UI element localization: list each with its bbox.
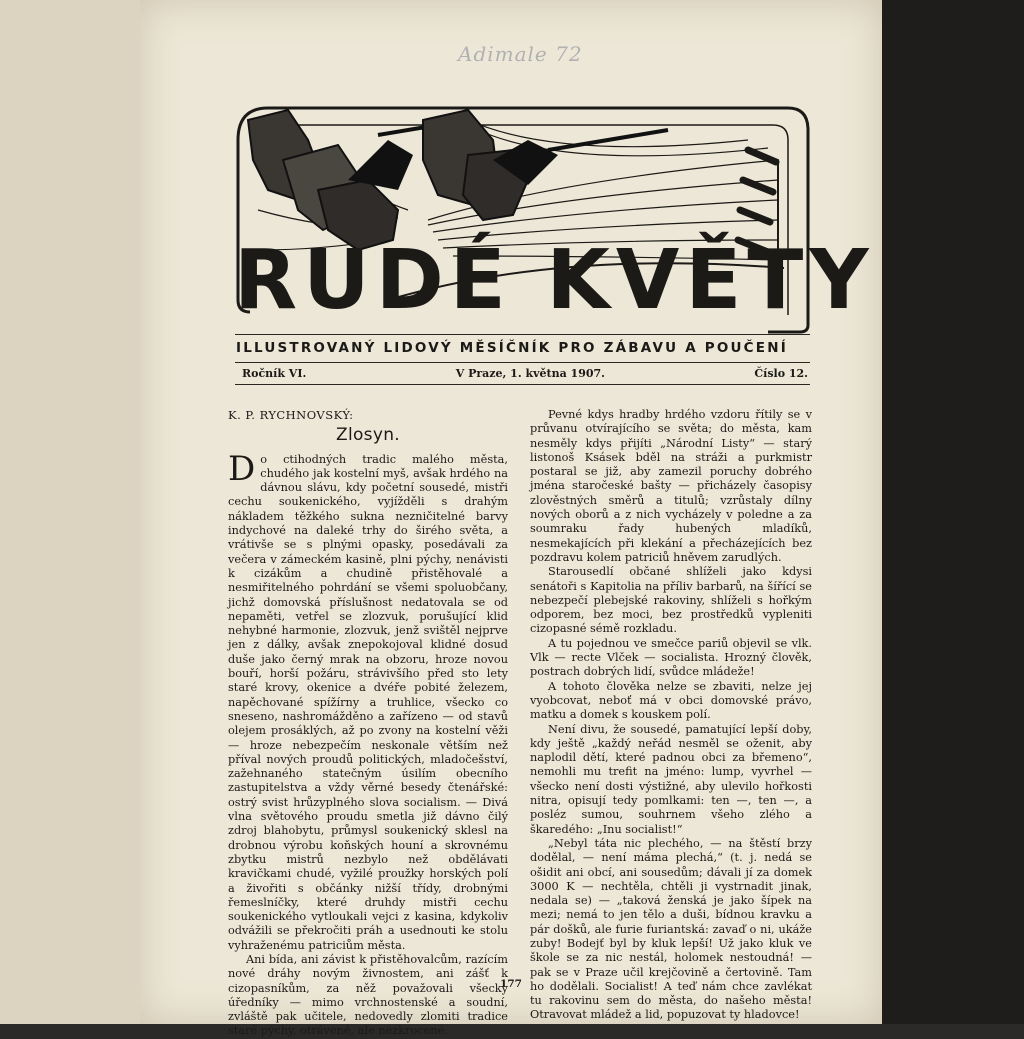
article-paragraph: Starousedlí občané shlíželi jako kdysi senátoři s Kapitolia na příliv barbarů, na šířící se nebezpečí plebejské rakoviny, shlíželi s hořkým odporem, bez moci, bez prostředků vypleniti cizopasné sémě rozkladu. [530, 565, 812, 636]
article-paragraph: Není divu, že sousedé, pamatující lepší doby, kdy ještě „každý neřád nesměl se oženit, aby naplodil dětí, které padnou obci za břemeno“, nemohli mu trefit na jméno: lump, vyvrhel — všecko není dosti výstižné, aby ulevilo hořkosti nitra, opisují tedy pomlkami: ten —, ten —, a posléz sumou, souhrnem všeho zlého a škaredého: „Inu socialist!“ [530, 722, 812, 836]
issue-info-row [242, 367, 808, 380]
magazine-title: RUDÉ KVĚTY [234, 233, 875, 328]
article-paragraph: Do ctihodných tradic malého města, chudého jak kostelní myš, avšak hrdého na dávnou slávu, kdy početní sousedé, mistři cechu soukenického, vyjížděli s drahým nákladem těžkého sukna nezničitelné barvy indychové na daleké trhy do širého světa, a vrátivše se s plnými opasky, posedávali za večera v zámeckém kasině, plni pýchy, nenávisti k cizákům a chudině přistěhovalé a nesmiřitelného pohrdání se všemi spoluobčany, jichž domovská příslušnost nedatovala se od nepaměti, vetřel se zlozvuk, porušující klid nehybné harmonie, zlozvuk, jenž svištěl nejprve jen z dálky, avšak znepokojoval klidné dosud duše jako černý mrak na obzoru, hroze novou bouří, horší požáru, strávivšího před sto lety staré krovy, okenice a dvéře pobité železem, napěchované spížírny a truhlice, všecko co sneseno, nashromážděno a zařízeno — od stavů olejem prosáklých, až po zvony na kostelní věži — hroze nebezpečím neskonale větším než příval nových proudů politických, mladočešství, zažehnaného statečným úsilím obecního zastupitelstva a vždy věrné besedy čtenářské: ostrý svist hrůzyplného slova socialism. — Divá vlna světového proudu smetla již dávno čilý zdroj blahobytu, průmysl soukenický sklesl na drobnou výrobu koňských houní a skrovnému zbytku mistrů nezbylo než obdělávati kravičkami chudé, vyžilé proužky horských polí a živořiti s občánky nižší třídy, drobnými řemeslníčky, které druhdy mistři cechu soukenického vytloukali vejci z kasina, kdykoliv odvážili se překročiti práh a usednouti ke stolu vyhraženému patriciům města. [228, 448, 508, 952]
article-title: Zlosyn. [336, 425, 400, 446]
scan-margin-left [0, 0, 140, 1024]
issue-number: Číslo 12. [754, 367, 808, 380]
divider [235, 334, 810, 335]
article-column-right [530, 408, 812, 1023]
magazine-page [140, 0, 882, 1038]
divider [235, 362, 810, 363]
scan-background-right [882, 0, 1024, 1024]
pencil-annotation: Adimale 72 [458, 42, 583, 66]
article-paragraph: A tu pojednou ve smečce pariů objevil se vlk. Vlk — recte Vlček — socialista. Hrozný člověk, postrach dobrých lidí, svůdce mládeže! [530, 636, 812, 679]
article-paragraph: Pevné kdys hradby hrdého vzdoru řítily se v průvanu otvírajícího se světa; do města, kam nesměly kdys přijíti „Národní Listy“ — starý listonoš Ksásek bděl na stráži a purkmistr postaral se již, aby zamezil poruchy dobrého jména staročeské bašty — přicházely časopisy zlověstných směrů a titulů; vzrůstaly dílny nových oborů a z nich vycházely v poledne a za soumraku řady hubených mladíků, nesmekajících při klekání a přecházejících bez pozdravu kolem patriciů hněvem zarudlých. [530, 408, 812, 564]
masthead-illustration [228, 100, 875, 335]
dropcap: D [228, 448, 256, 489]
divider [235, 384, 810, 385]
article-paragraph: „Nebyl táta nic plechého, — na štěstí brzy dodělal, — není máma plechá,“ (t. j. nedá se ošidit ani obcí, ani sousedům; dávali jí za domek 3000 K — nechtěla, chtěli ji vystrnadit jinak, nedala se) — „taková ženská je jako šípek na mezi; nemá to jen tělo a duši, bídnou kravku a pár došků, ale furie furiantská: zavaď o ni, ukáže zuby! Bodejť byl by kluk lepší! Už jako kluk ve škole se za nic nestál, holomek nestoudná! — pak se v Praze učil krejčovině a čertovině. Tam ho dodělali. Socialist! A teď nám chce zavlékat tu rakovinu sem do města, do našeho města! Otravovat mládež a lid, popuzovat ty hladovce! [530, 836, 812, 1022]
volume-label: Ročník VI. [242, 367, 307, 380]
carnation-flower-icon [423, 110, 668, 220]
page-number: 177 [500, 978, 522, 990]
article-paragraph: A tohoto člověka nelze se zbaviti, nelze jej vyobcovat, neboť má v obci domovské právo, matku a domek s kouskem polí. [530, 679, 812, 722]
magazine-subtitle: ILLUSTROVANÝ LIDOVÝ MĚSÍČNÍK PRO ZÁBAVU A POUČENÍ [236, 340, 788, 356]
article-paragraph: Ani bída, ani závist k přistěhovalcům, razícím nové dráhy novým živnostem, ani zášť k cizopasníkům, za něž považovali všecky úředníky — mimo vrchnostenské a soudní, zvláště pak učitele, nedovedly zlomiti tradice staré pýchy, otrávené, ale nezkrocené. [228, 952, 508, 1038]
masthead [228, 100, 875, 335]
article-author: K. P. RYCHNOVSKÝ: [228, 408, 354, 422]
article-column-left [228, 408, 508, 1039]
date-label: V Praze, 1. května 1907. [455, 367, 605, 380]
